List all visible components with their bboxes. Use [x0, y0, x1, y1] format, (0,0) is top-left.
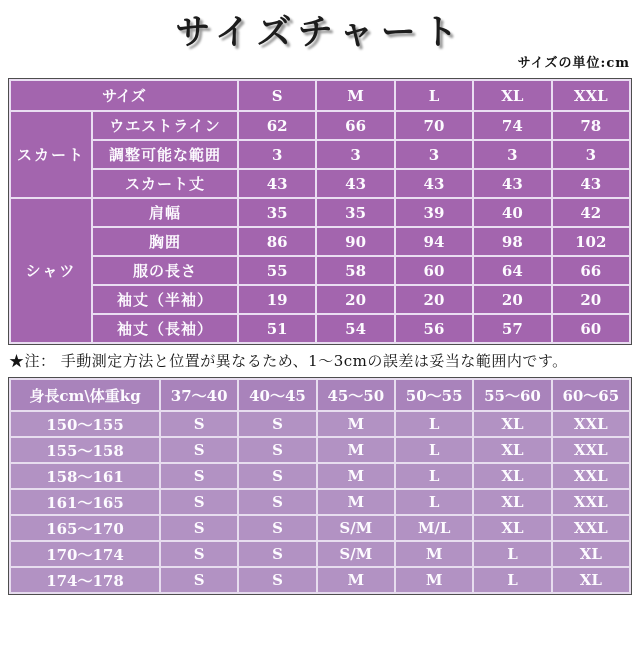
table-row: [10, 169, 630, 198]
height-range: 165〜170: [10, 515, 160, 541]
spec-value: 19: [238, 285, 316, 314]
spec-value: 70: [395, 111, 473, 140]
fit-size-value: S: [160, 437, 238, 463]
fit-size-value: S: [238, 567, 316, 593]
fit-size-value: M: [395, 541, 473, 567]
spec-value: 74: [473, 111, 551, 140]
fit-size-value: XXL: [552, 463, 630, 489]
spec-value: 56: [395, 314, 473, 343]
spec-value: 39: [395, 198, 473, 227]
table-row: [10, 541, 630, 567]
spec-value: 55: [238, 256, 316, 285]
fit-size-value: S: [238, 489, 316, 515]
spec-value: 20: [316, 285, 394, 314]
table-row: [10, 515, 630, 541]
spec-value: 43: [473, 169, 551, 198]
weight-col-header: 55〜60: [473, 379, 551, 411]
size-col-header-l: L: [395, 80, 473, 111]
table-row: [10, 567, 630, 593]
table-corner-label: サイズ: [10, 80, 238, 111]
note-text: ★注： 手動測定方法と位置が異なるため、1〜3cmの誤差は妥当な範囲内です。: [9, 352, 568, 370]
group-label-shirt: シャツ: [10, 198, 92, 343]
height-range: 170〜174: [10, 541, 160, 567]
table-row: [10, 437, 630, 463]
spec-value: 66: [316, 111, 394, 140]
table-row: [10, 489, 630, 515]
measure-label: スカート丈: [92, 169, 238, 198]
spec-value: 54: [316, 314, 394, 343]
fit-size-value: XL: [552, 567, 630, 593]
spec-value: 102: [552, 227, 630, 256]
spec-value: 57: [473, 314, 551, 343]
spec-value: 20: [395, 285, 473, 314]
spec-value: 42: [552, 198, 630, 227]
fit-size-value: XL: [473, 489, 551, 515]
spec-value: 3: [395, 140, 473, 169]
fit-size-value: L: [473, 567, 551, 593]
weight-col-header: 60〜65: [552, 379, 630, 411]
fit-size-value: XL: [473, 463, 551, 489]
weight-col-header: 37〜40: [160, 379, 238, 411]
spec-value: 43: [316, 169, 394, 198]
spec-value: 62: [238, 111, 316, 140]
spec-value: 20: [473, 285, 551, 314]
spec-value: 98: [473, 227, 551, 256]
measure-label: 袖丈（長袖）: [92, 314, 238, 343]
fit-size-value: XL: [473, 411, 551, 437]
table-row: [10, 140, 630, 169]
table-row: [10, 227, 630, 256]
measure-label: 服の長さ: [92, 256, 238, 285]
fit-size-value: XL: [473, 515, 551, 541]
size-spec-header-row: [10, 80, 630, 111]
spec-value: 94: [395, 227, 473, 256]
spec-value: 64: [473, 256, 551, 285]
spec-value: 43: [552, 169, 630, 198]
measure-label: 胸囲: [92, 227, 238, 256]
spec-value: 3: [552, 140, 630, 169]
spec-value: 86: [238, 227, 316, 256]
page-title: サイズチャート: [175, 12, 465, 53]
spec-value: 3: [316, 140, 394, 169]
fit-size-value: M: [395, 567, 473, 593]
spec-value: 35: [316, 198, 394, 227]
fit-size-value: XXL: [552, 515, 630, 541]
fit-size-value: XXL: [552, 489, 630, 515]
fit-size-value: L: [395, 489, 473, 515]
table-row: [10, 314, 630, 343]
table-row: [10, 463, 630, 489]
spec-value: 78: [552, 111, 630, 140]
spec-value: 35: [238, 198, 316, 227]
height-range: 155〜158: [10, 437, 160, 463]
height-range: 158〜161: [10, 463, 160, 489]
measure-label: 調整可能な範囲: [92, 140, 238, 169]
fit-table-wrap: [8, 377, 632, 595]
spec-value: 58: [316, 256, 394, 285]
fit-size-value: M/L: [395, 515, 473, 541]
height-range: 161〜165: [10, 489, 160, 515]
fit-size-value: XXL: [552, 437, 630, 463]
fit-size-value: L: [395, 437, 473, 463]
fit-size-value: L: [395, 463, 473, 489]
measure-label: ウエストライン: [92, 111, 238, 140]
spec-value: 3: [238, 140, 316, 169]
fit-size-value: S: [160, 541, 238, 567]
spec-value: 43: [238, 169, 316, 198]
spec-value: 60: [395, 256, 473, 285]
table-row: [10, 411, 630, 437]
fit-size-value: M: [317, 411, 395, 437]
spec-value: 66: [552, 256, 630, 285]
size-col-header-s: S: [238, 80, 316, 111]
weight-col-header: 45〜50: [317, 379, 395, 411]
measure-label: 肩幅: [92, 198, 238, 227]
fit-size-value: S: [238, 437, 316, 463]
fit-size-value: M: [317, 437, 395, 463]
fit-size-value: S/M: [317, 515, 395, 541]
weight-col-header: 50〜55: [395, 379, 473, 411]
spec-value: 43: [395, 169, 473, 198]
fit-size-value: M: [317, 489, 395, 515]
table-row: [10, 285, 630, 314]
fit-size-value: S: [238, 411, 316, 437]
size-spec-table-wrap: [8, 78, 632, 345]
fit-size-value: L: [395, 411, 473, 437]
spec-value: 51: [238, 314, 316, 343]
size-col-header-xxl: XXL: [552, 80, 630, 111]
size-col-header-m: M: [316, 80, 394, 111]
spec-value: 60: [552, 314, 630, 343]
fit-size-value: S: [160, 463, 238, 489]
fit-size-value: S: [160, 411, 238, 437]
fit-size-value: S: [160, 567, 238, 593]
size-col-header-xl: XL: [473, 80, 551, 111]
size-spec-table: [9, 79, 631, 344]
fit-size-value: S: [160, 515, 238, 541]
fit-size-value: M: [317, 567, 395, 593]
spec-value: 20: [552, 285, 630, 314]
fit-table: [9, 378, 631, 594]
fit-size-value: S: [160, 489, 238, 515]
table-row: [10, 111, 630, 140]
height-range: 174〜178: [10, 567, 160, 593]
fit-size-value: XXL: [552, 411, 630, 437]
fit-size-value: L: [473, 541, 551, 567]
fit-size-value: XL: [473, 437, 551, 463]
fit-size-value: M: [317, 463, 395, 489]
spec-value: 90: [316, 227, 394, 256]
fit-size-value: S/M: [317, 541, 395, 567]
fit-size-value: S: [238, 515, 316, 541]
group-label-skirt: スカート: [10, 111, 92, 198]
weight-col-header: 40〜45: [238, 379, 316, 411]
table-row: [10, 256, 630, 285]
unit-label: サイズの単位:cm: [517, 56, 630, 71]
fit-size-value: XL: [552, 541, 630, 567]
table-row: [10, 198, 630, 227]
measure-label: 袖丈（半袖）: [92, 285, 238, 314]
spec-value: 40: [473, 198, 551, 227]
fit-size-value: S: [238, 541, 316, 567]
fit-size-value: S: [238, 463, 316, 489]
size-chart-page: [0, 10, 640, 595]
fit-corner-label: 身長cm\体重kg: [10, 379, 160, 411]
spec-value: 3: [473, 140, 551, 169]
fit-header-row: [10, 379, 630, 411]
height-range: 150〜155: [10, 411, 160, 437]
